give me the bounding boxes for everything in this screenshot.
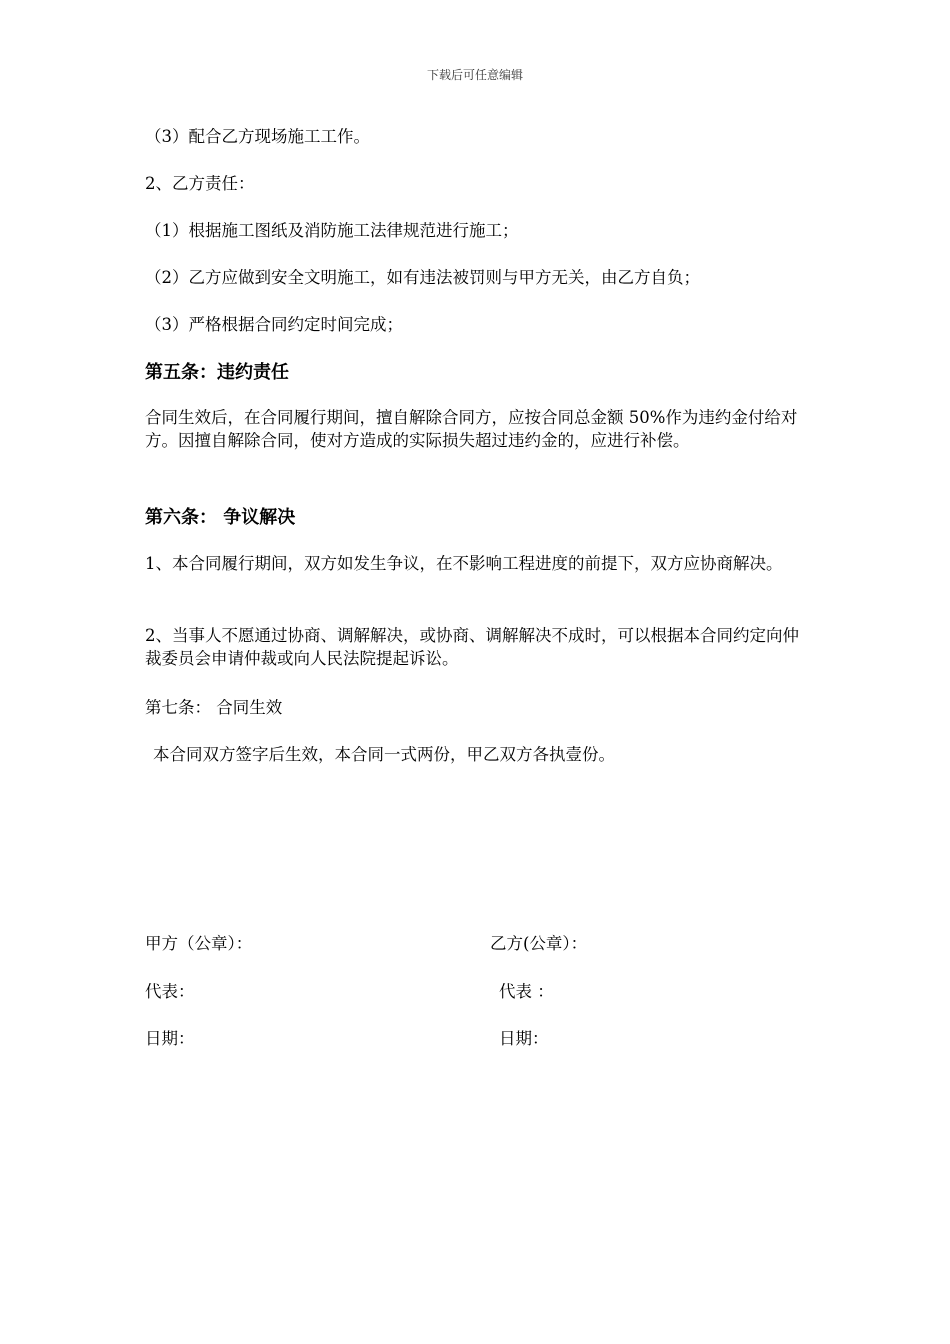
party-b-item-2: （2）乙方应做到安全文明施工，如有违法被罚则与甲方无关，由乙方自负； (145, 268, 700, 287)
party-a-date-label: 日期： (145, 1029, 195, 1048)
article-6-title: 第六条： 争议解决 (145, 507, 296, 528)
party-b-item-1: （1）根据施工图纸及消防施工法律规范进行施工； (145, 221, 519, 240)
party-b-section-title: 2、乙方责任： (145, 174, 255, 193)
party-a-rep-label: 代表： (145, 982, 195, 1001)
party-a-item-3: （3）配合乙方现场施工工作。 (145, 127, 370, 146)
party-b-rep-label: 代表 ： (499, 982, 554, 1001)
article-5-text: 合同生效后，在合同履行期间，擅自解除合同方，应按合同总金额 50%作为违约金付给对方。因擅自解除合同，使对方造成的实际损失超过违约金的，应进行补偿。 (145, 408, 798, 450)
page-header: 下载后可任意编辑 (426, 68, 523, 82)
article-6-item-2: 2、当事人不愿通过协商、调解解决，或协商、调解解决不成时，可以根据本合同约定向仲裁委员会申请仲裁或向人民法院提起诉讼。 (145, 626, 799, 668)
party-b-item-3: （3）严格根据合同约定时间完成； (145, 315, 403, 334)
article-6-item-1: 1、本合同履行期间，双方如发生争议，在不影响工程进度的前提下，双方应协商解决。 (145, 554, 783, 573)
article-5-title: 第五条：违约责任 (145, 362, 289, 383)
article-7-text: 本合同双方签字后生效，本合同一式两份，甲乙双方各执壹份。 (153, 745, 615, 764)
party-a-seal-label: 甲方（公章）： (145, 934, 253, 953)
party-b-seal-label: 乙方(公章）： (490, 934, 588, 953)
article-7-title: 第七条： 合同生效 (145, 698, 283, 717)
party-b-date-label: 日期： (499, 1029, 549, 1048)
